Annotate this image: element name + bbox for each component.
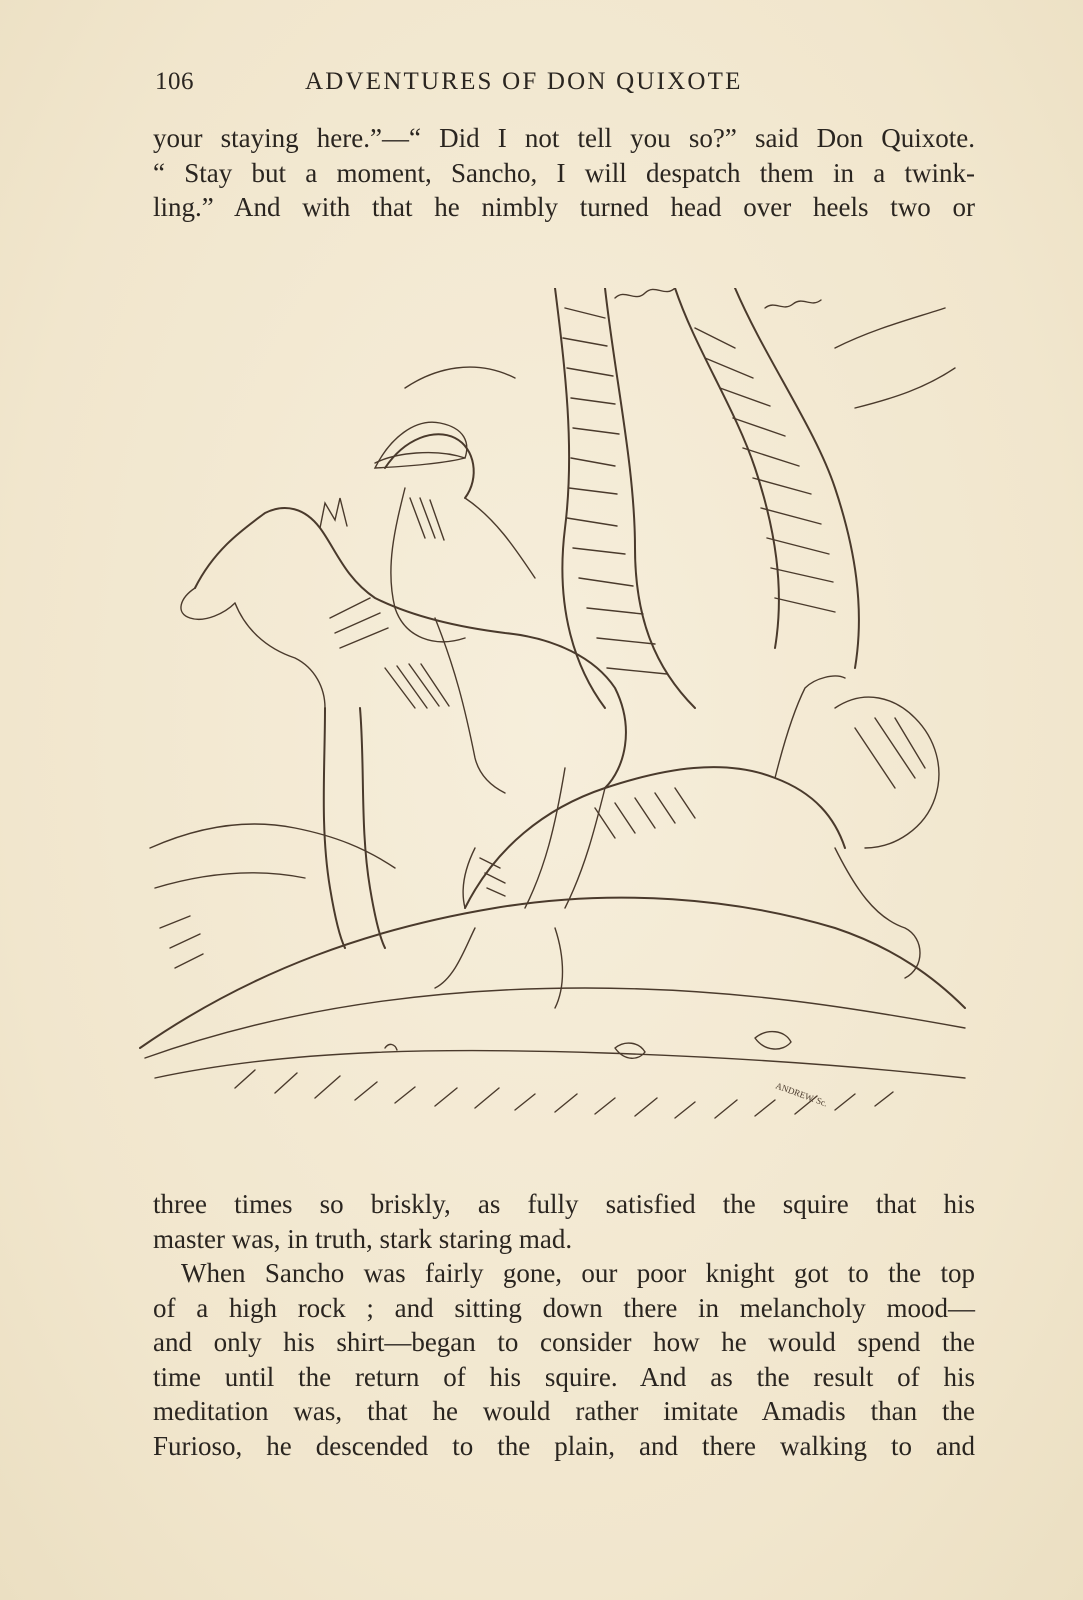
engraving-drawing xyxy=(135,288,985,1138)
text-line: ling.” And with that he nimbly turned head over heels two or xyxy=(153,192,975,223)
bottom-paragraph-1 xyxy=(153,1187,975,1256)
text-line: “ Stay but a moment, Sancho, I will despatch them in a twink- xyxy=(153,157,975,188)
engraving-illustration xyxy=(135,288,985,1138)
text-line: three times so briskly, as fully satisfied the squire that his xyxy=(153,1189,975,1219)
top-paragraph xyxy=(153,121,975,225)
text-line: and only his shirt—began to consider how he would spend the xyxy=(153,1327,975,1358)
text-line: meditation was, that he would rather imitate Amadis than the xyxy=(153,1396,975,1427)
running-title: ADVENTURES OF DON QUIXOTE xyxy=(305,68,743,95)
text-line: Furioso, he descended to the plain, and there walking to and xyxy=(153,1430,975,1461)
engraver-signature: ANDREW. Sc. xyxy=(774,1080,829,1109)
running-head xyxy=(155,68,980,96)
text-line: time until the return of his squire. And as the result of his xyxy=(153,1361,975,1392)
text-line: When Sancho was fairly gone, our poor knight got to the top xyxy=(181,1258,975,1288)
bottom-paragraph-2 xyxy=(153,1256,975,1464)
page-number: 106 xyxy=(155,68,194,95)
text-line: of a high rock ; and sitting down there in melancholy mood— xyxy=(153,1292,975,1323)
text-line: master was, in truth, stark staring mad. xyxy=(153,1223,573,1254)
text-line: your staying here.”—“ Did I not tell you so?” said Don Quixote. xyxy=(153,123,975,153)
